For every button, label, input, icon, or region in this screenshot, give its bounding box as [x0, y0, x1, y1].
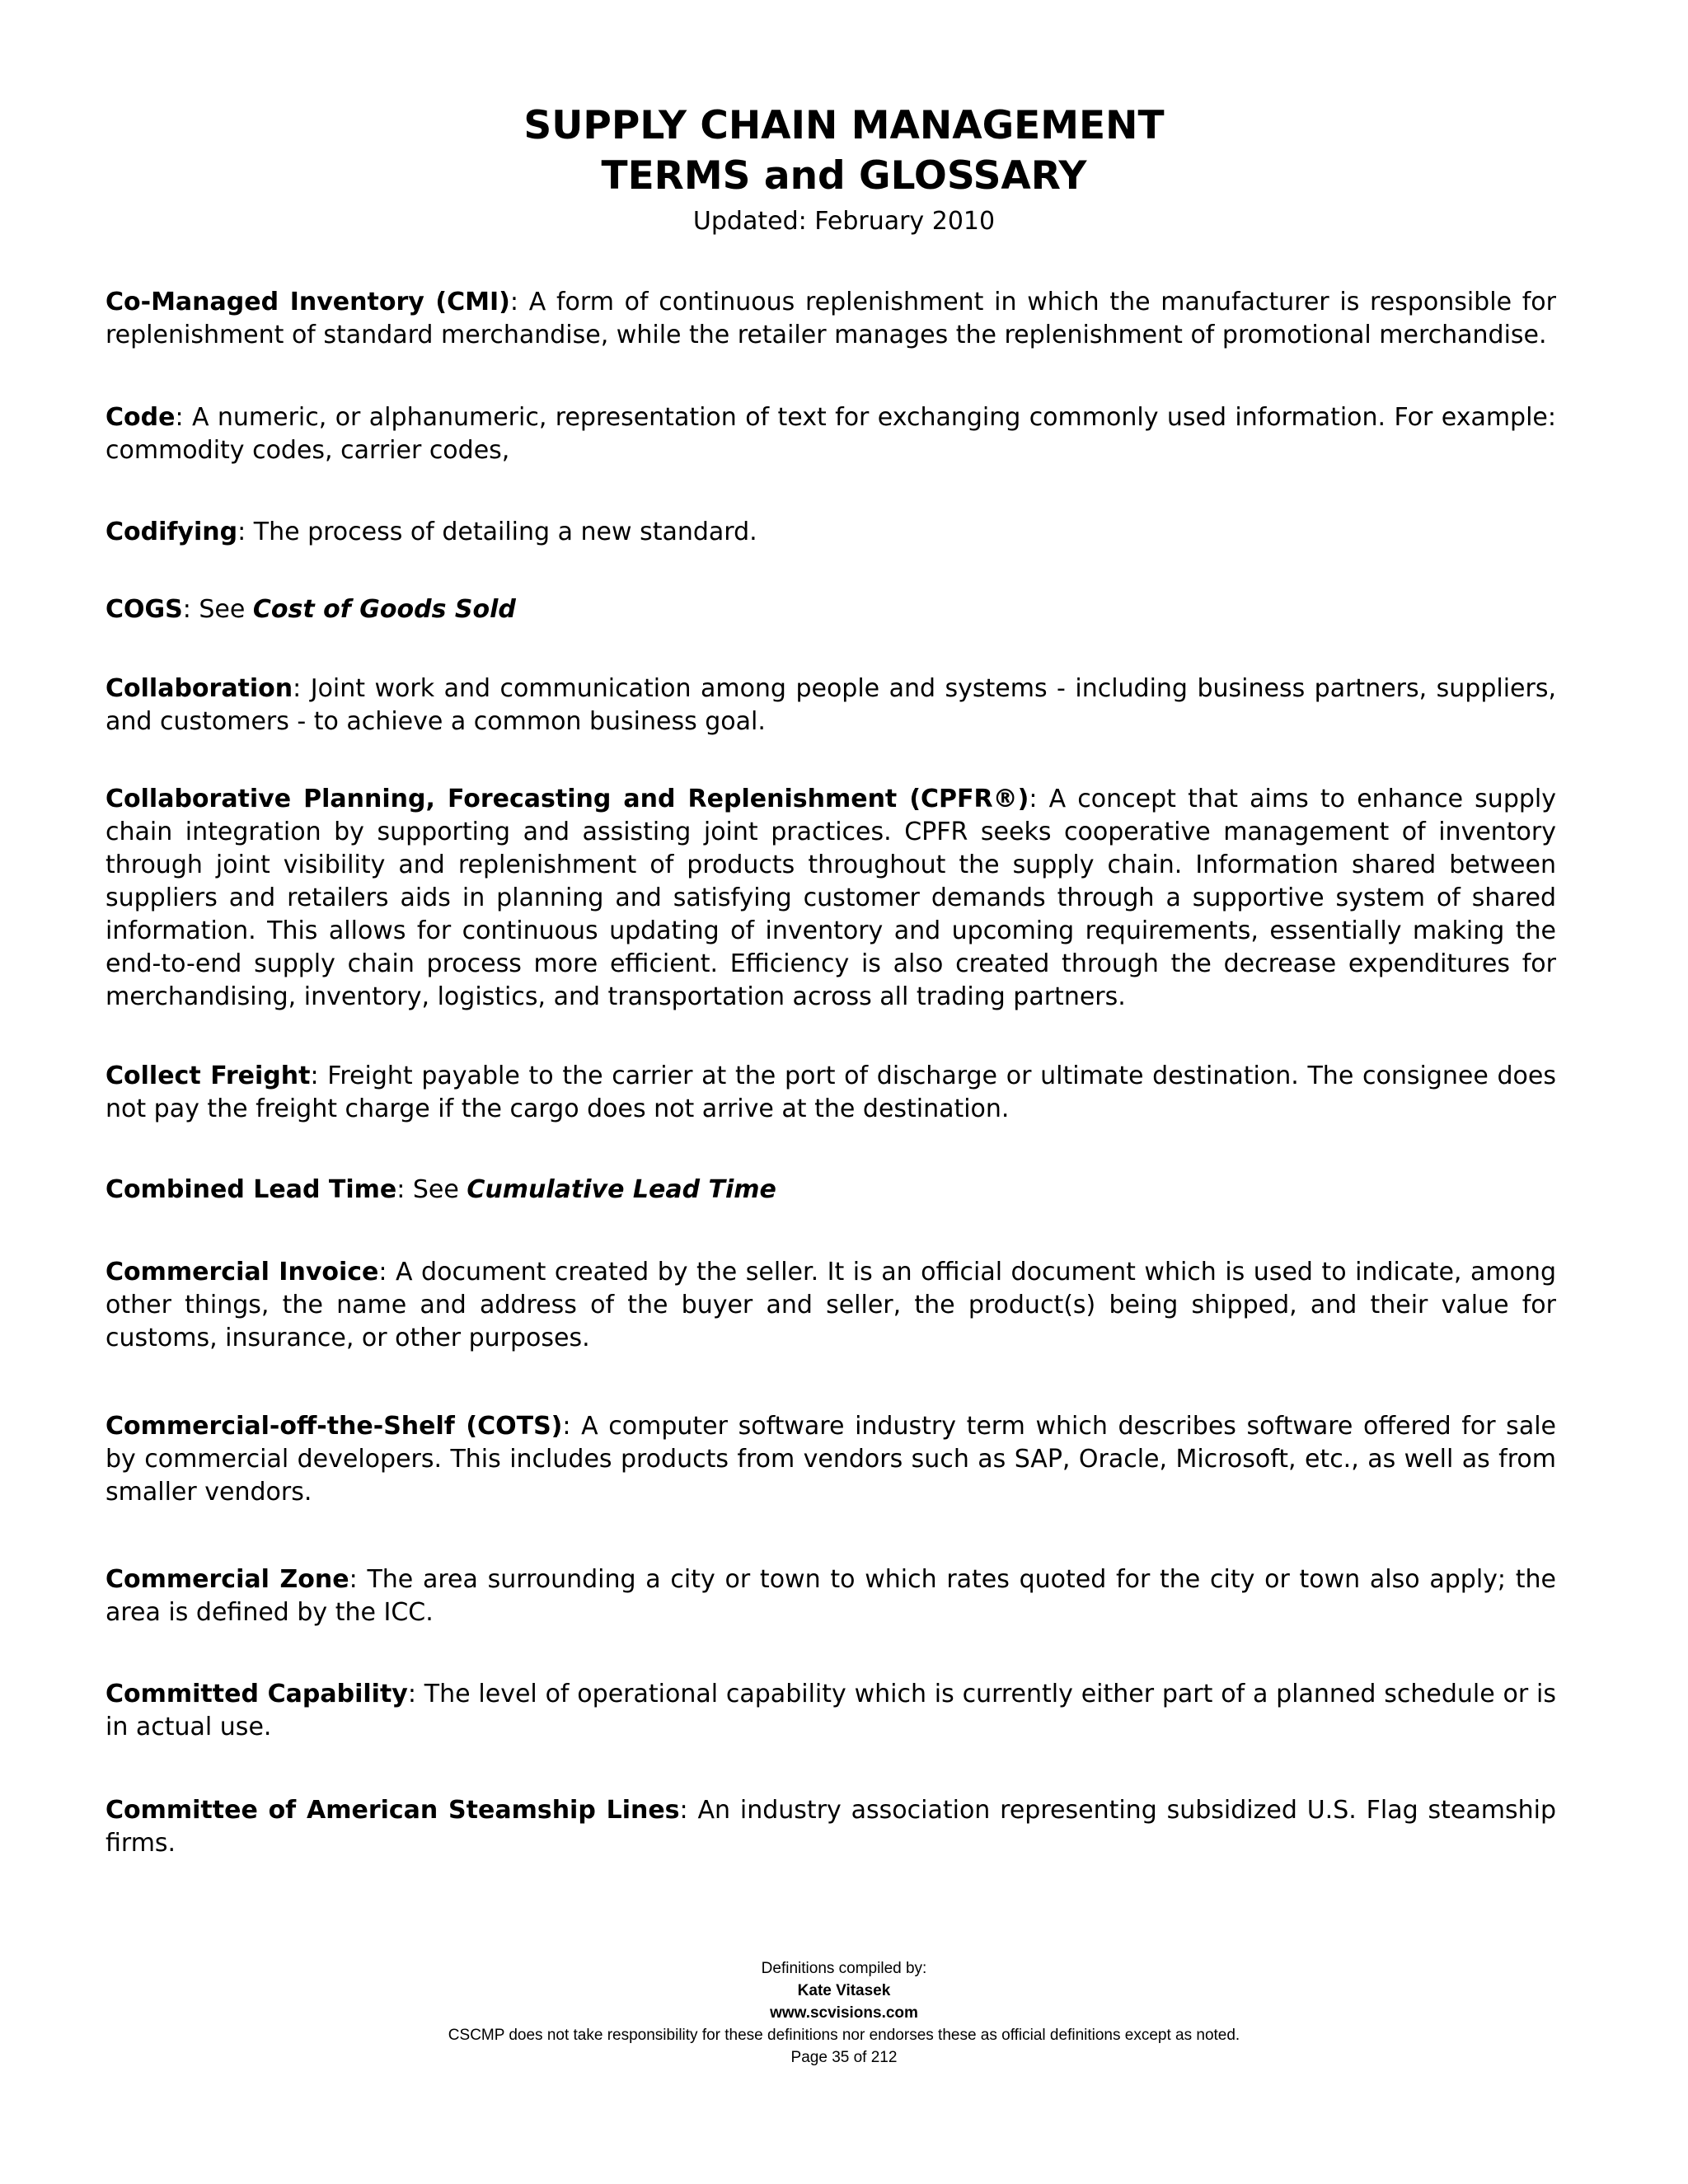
glossary-term: Committed Capability	[106, 1680, 408, 1708]
footer-disclaimer: CSCMP does not take responsibility for these definitions nor endorses these as official definitions except as noted.	[448, 2027, 1240, 2044]
glossary-entry	[106, 783, 1556, 1014]
page-title-line-2: TERMS and GLOSSARY	[601, 153, 1087, 199]
glossary-term: COGS	[106, 595, 183, 624]
glossary-entry	[106, 1410, 1556, 1509]
glossary-entry	[106, 1794, 1556, 1860]
footer-page-number: Page 35 of 212	[790, 2049, 898, 2066]
glossary-term: Code	[106, 403, 176, 432]
glossary-term: Committee of American Steamship Lines	[106, 1796, 680, 1825]
glossary-entry	[106, 286, 1556, 352]
glossary-definition: : Freight payable to the carrier at the port of discharge or ultimate destination. The consignee does not pay the freight charge if the cargo does not arrive at the destination.	[106, 1062, 1556, 1123]
page-footer	[0, 1957, 1688, 2069]
glossary-definition: : An industry association representing subsidized U.S. Flag steamship firms.	[106, 1796, 1557, 1858]
glossary-term: Collaboration	[106, 674, 293, 703]
glossary-entry	[106, 1174, 1556, 1207]
glossary-entry	[106, 1678, 1556, 1744]
glossary-entry	[106, 1256, 1556, 1355]
glossary-entry	[106, 1563, 1556, 1629]
glossary-term: Collect Freight	[106, 1062, 311, 1090]
glossary-definition: : The area surrounding a city or town to which rates quoted for the city or town also apply; the area is defined by the ICC.	[106, 1565, 1556, 1627]
glossary-entry	[106, 516, 1556, 549]
glossary-definition: : The level of operational capability which is currently either part of a planned schedule or is in actual use.	[106, 1680, 1557, 1741]
glossary-term: Collaborative Planning, Forecasting and Replenishment (CPFR®)	[106, 785, 1029, 813]
page-header	[0, 101, 1688, 238]
glossary-entry	[106, 673, 1556, 738]
glossary-definition: : The process of detailing a new standard.	[237, 518, 757, 546]
glossary-entry	[106, 593, 1556, 626]
glossary-entry	[106, 401, 1556, 467]
updated-date: Updated: February 2010	[692, 207, 996, 236]
cross-reference-link[interactable]: Cumulative Lead Time	[467, 1175, 776, 1204]
cross-reference-link[interactable]: Cost of Goods Sold	[252, 595, 516, 624]
glossary-definition: : See	[182, 595, 253, 624]
glossary-term: Codifying	[106, 518, 238, 546]
glossary-definition: : A numeric, or alphanumeric, representation of text for exchanging commonly used information. For example: commodity codes, carrier codes,	[106, 403, 1556, 465]
glossary-term: Commercial Zone	[106, 1565, 349, 1594]
glossary-term: Co-Managed Inventory (CMI)	[106, 288, 510, 316]
footer-author: Kate Vitasek	[797, 1982, 891, 1999]
glossary-definition: : A concept that aims to enhance supply chain integration by supporting and assisting joint practices. CPFR seeks cooperative management of inventory through joint visibility and replenishment of products throughout the supply chain. Information shared between suppliers and retailers aids in planning and satisfying customer demands through a supportive system of shared information. This allows for continuous updating of inventory and upcoming requirements, essentially making the end-to-end supply chain process more efficient. Efficiency is also created through the decrease expenditures for merchandising, inventory, logistics, and transportation across all trading partners.	[106, 785, 1556, 1011]
glossary-term: Commercial-off-the-Shelf (COTS)	[106, 1412, 563, 1441]
glossary-definition: : Joint work and communication among people and systems - including business partners, suppliers, and customers - to achieve a common business goal.	[106, 674, 1556, 736]
glossary-definition: : A computer software industry term which describes software offered for sale by commercial developers. This includes products from vendors such as SAP, Oracle, Microsoft, etc., as well as from smaller vendors.	[106, 1412, 1556, 1507]
glossary-term: Combined Lead Time	[106, 1175, 397, 1204]
footer-compiled-by: Definitions compiled by:	[761, 1960, 927, 1977]
glossary-definition: : A form of continuous replenishment in which the manufacturer is responsible for replenishment of standard merchandise, while the retailer manages the replenishment of promotional merchandise.	[106, 288, 1556, 349]
glossary-definition: : A document created by the seller. It is an official document which is used to indicate, among other things, the name and address of the buyer and seller, the product(s) being shipped, and their value for customs, insurance, or other purposes.	[106, 1258, 1556, 1352]
glossary-definition: : See	[396, 1175, 467, 1204]
page-title-line-1: SUPPLY CHAIN MANAGEMENT	[523, 103, 1165, 148]
footer-website-link[interactable]: www.scvisions.com	[770, 2004, 918, 2022]
glossary-entry	[106, 1060, 1556, 1126]
glossary-term: Commercial Invoice	[106, 1258, 379, 1286]
